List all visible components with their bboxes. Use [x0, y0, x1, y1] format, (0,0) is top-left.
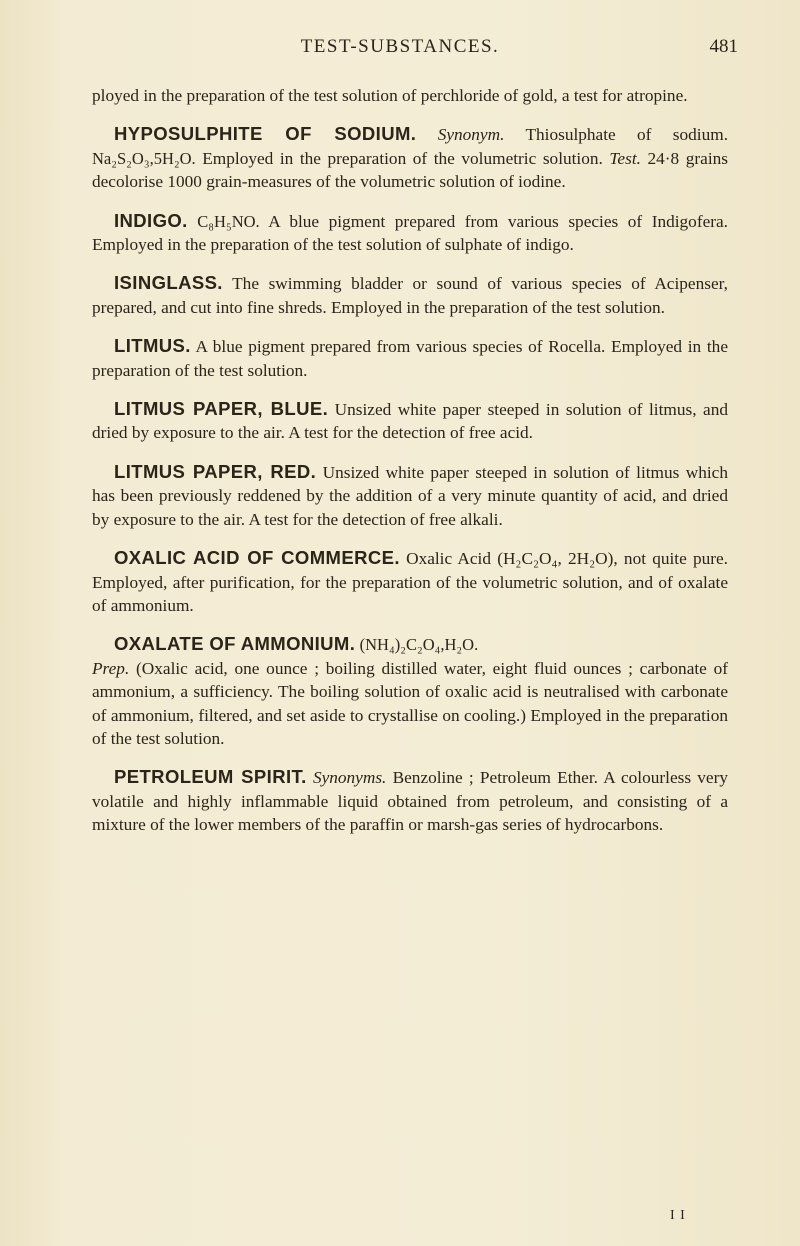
- entry-formula: (NH₄)₂C₂O₄,H₂O.: [359, 635, 479, 655]
- entry-label: Prep.: [92, 658, 130, 678]
- entry-heading: OXALATE OF AMMONIUM.: [114, 633, 356, 655]
- entry-hyposulphite-of-sodium: [92, 122, 728, 193]
- entry-petroleum-spirit: [92, 765, 728, 836]
- entry-text: 24·8 grains decolorise 1000 grain-measures of the volumetric solution of iodine.: [92, 148, 728, 192]
- entry-litmus-paper-blue: [92, 397, 728, 445]
- entry-formula: Na₂S₂O₃,5H₂O.: [92, 148, 196, 168]
- entry-text: Oxalic Acid (H₂C₂O₄, 2H₂O), not quite pure. Employed, after purification, for the preparation of the volumetric solution, and of oxalate of ammonium.: [92, 549, 728, 615]
- entry-text: A blue pigment prepared from various species of Rocella. Employed in the preparation of the test solution.: [92, 337, 728, 380]
- entry-oxalic-acid-of-commerce: [92, 546, 728, 617]
- entry-heading: ISINGLASS.: [114, 272, 223, 294]
- entry-text: Unsized white paper steeped in solution of litmus which has been previously reddened by the addition of a very minute quantity of acid, and dried by exposure to the air. A test for the detection of free alkali.: [92, 462, 728, 529]
- entry-label: Synonyms.: [312, 768, 387, 788]
- signature-mark: I I: [670, 1208, 686, 1223]
- entry-heading: OXALIC ACID OF COMMERCE.: [114, 547, 400, 569]
- entry-heading: PETROLEUM SPIRIT.: [114, 766, 307, 788]
- entry-litmus-paper-red: [92, 460, 728, 531]
- entry-litmus: [92, 334, 728, 382]
- entry-text: A blue pigment prepared from various species of Indigofera. Employed in the preparation of the test solution of sulphate of indigo.: [92, 211, 728, 255]
- entry-heading: HYPOSULPHITE OF SODIUM.: [114, 123, 417, 145]
- entry-heading: LITMUS PAPER, RED.: [114, 460, 317, 482]
- entry-text: Unsized white paper steeped in solution of litmus, and dried by exposure to the air. A test for the detection of free acid.: [92, 400, 728, 443]
- continued-paragraph: ployed in the preparation of the test solution of perchloride of gold, a test for atropine.: [92, 86, 688, 105]
- entry-heading: INDIGO.: [114, 209, 188, 231]
- entry-text: (Oxalic acid, one ounce ; boiling distilled water, eight fluid ounces ; carbonate of ammonium, a sufficiency. The boiling solution of oxalic acid is neutralised with carbonate of ammonium, filtered, and set aside to crystallise on cooling.) Employed in the preparation of the test solution.: [92, 658, 728, 748]
- entry-text: Thiosulphate of sodium.: [504, 125, 729, 145]
- entry-text: Employed in the preparation of the volumetric solution.: [195, 148, 610, 168]
- entry-label: Test.: [609, 148, 641, 168]
- entry-oxalate-of-ammonium: [92, 632, 728, 750]
- entry-formula: C₈H₅NO.: [197, 211, 260, 231]
- entry-heading: LITMUS.: [114, 335, 191, 357]
- running-title: TEST-SUBSTANCES.: [300, 36, 500, 57]
- body-text: [92, 84, 728, 852]
- page-header: [0, 36, 800, 66]
- entry-isinglass: [92, 271, 728, 319]
- entry-label: Synonym.: [437, 125, 505, 145]
- entry-text: Benzoline ; Petroleum Ether. A colourless very volatile and highly inflammable liquid obtained from petroleum, and consisting of a mixture of the lower members of the paraffin or marsh-gas series of hydrocarbons.: [92, 768, 728, 835]
- entry-indigo: [92, 209, 728, 257]
- page-number: 481: [709, 36, 738, 57]
- entry-text: The swimming bladder or sound of various species of Acipenser, prepared, and cut into fine shreds. Employed in the preparation of the test solution.: [92, 274, 728, 317]
- entry-heading: LITMUS PAPER, BLUE.: [114, 398, 329, 420]
